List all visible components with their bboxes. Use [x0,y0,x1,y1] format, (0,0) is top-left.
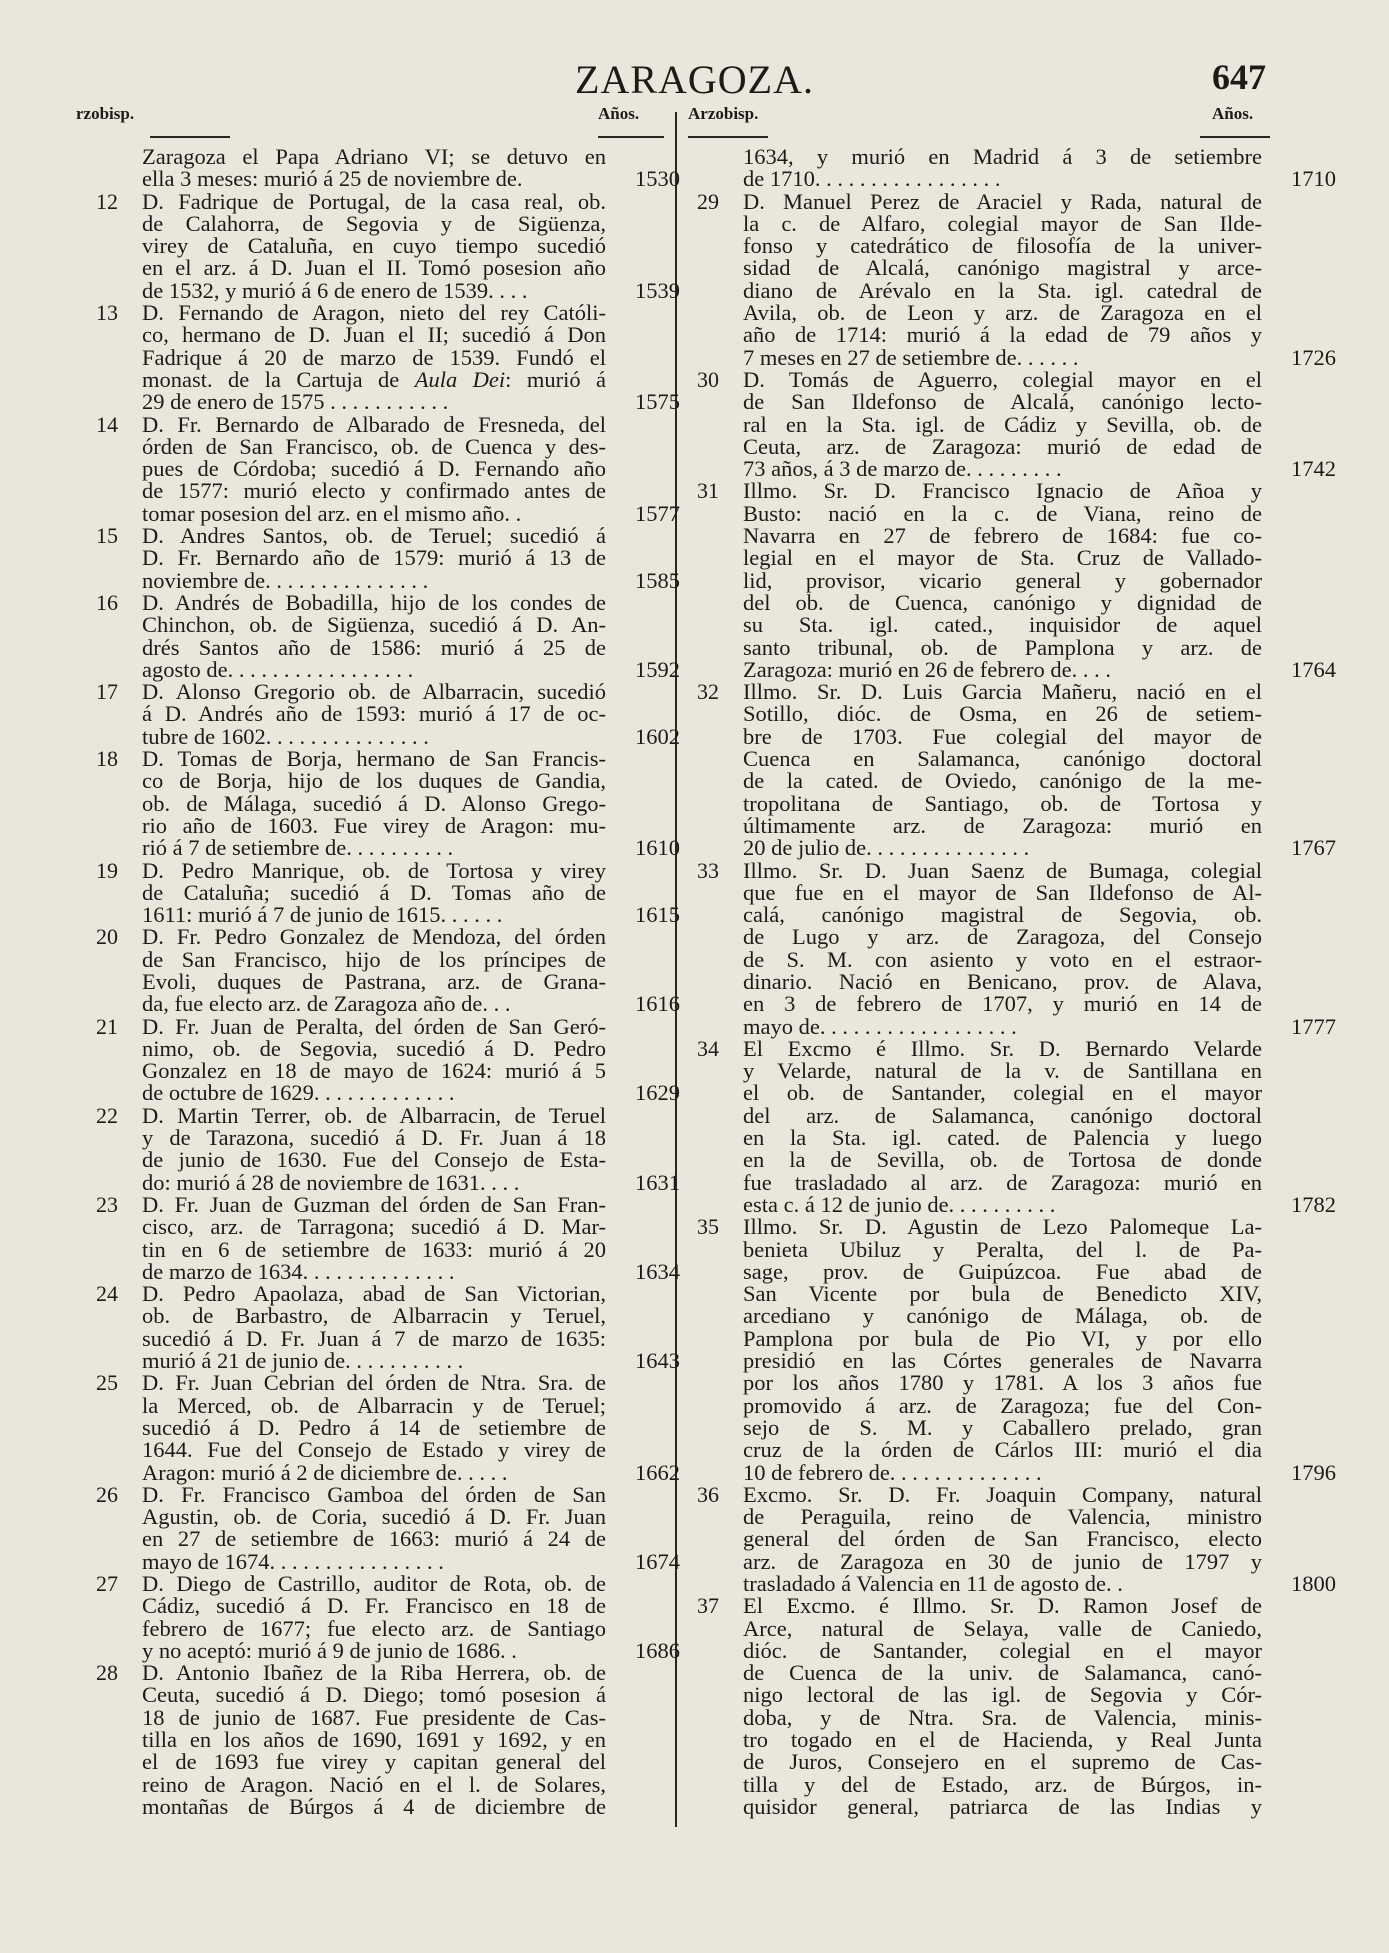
text-line: D. Andrés de Bobadilla, hijo de los condes de [142,589,606,615]
text-line: D. Antonio Ibañez de la Riba Herrera, ob. de [142,1660,606,1686]
text-line: tilla y del de Estado, arz. de Búrgos, in- [743,1771,1262,1797]
list-item [96,523,680,593]
text-line: Ceuta, arz. de Zaragoza: murió de edad de [743,433,1262,459]
text-line: Pamplona por bula de Pio VI, y por ello [743,1325,1262,1351]
text-line: tubre de 1602. . . . . . . . . . . . . . . 1602 [142,723,680,749]
text-line: 1611: murió á 7 de junio de 1615. . . . . . 1615 [142,902,680,928]
entry-number: 15 [96,523,118,549]
text-line: de 1710. . . . . . . . . . . . . . . . . 1710 [743,166,1336,192]
text-line: de junio de 1630. Fue del Consejo de Esta- [142,1147,606,1173]
text-line: Evoli, duques de Pastrana, arz. de Grana- [142,968,606,994]
text-line: Arce, natural de Selaya, valle de Caniedo, [743,1615,1262,1641]
text-line: tilla en los años de 1690, 1691 y 1692, y en [142,1727,606,1753]
text-line: de marzo de 1634. . . . . . . . . . . . . . 1634 [142,1258,680,1284]
list-item [96,1102,680,1195]
text-line: cisco, arz. de Tarragona; sucedió á D. Mar- [142,1214,606,1240]
text-line: ob. de Málaga, sucedió á D. Alonso Grego- [142,790,606,816]
list-item [96,144,680,192]
year: 1577 [635,500,680,526]
page-number: 647 [1212,57,1266,97]
entry-number: 34 [697,1035,719,1061]
text-line: sejo de S. M. y Caballero prelado, gran [743,1414,1262,1440]
text-line: de Peraguila, reino de Valencia, ministro [743,1504,1262,1530]
text-line: de Lugo y arz. de Zaragoza, del Consejo [743,924,1262,950]
text-line: sidad de Alcalá, canónigo magistral y arce- [743,255,1262,281]
text-line: general del órden de San Francisco, electo [743,1526,1262,1552]
list-item [96,746,680,861]
year: 1643 [635,1348,680,1374]
text-line: D. Fr. Juan de Peralta, del órden de San Geró- [142,1013,606,1039]
year: 1615 [635,902,680,928]
text-line: diano de Arévalo en la Sta. igl. catedral de [743,277,1262,303]
text-line: promovido á arz. de Zaragoza; fue del Con- [743,1392,1262,1418]
year: 1796 [1291,1459,1336,1485]
text-line: y de Tarazona, sucedió á D. Fr. Juan á 18 [142,1125,606,1151]
entry-number: 17 [96,679,118,705]
list-item [697,144,1336,192]
list-item [96,589,680,682]
text-line: monast. de la Cartuja de Aula Dei: murió á [142,366,607,392]
text-line: nimo, ob. de Segovia, sucedió á D. Pedro [142,1035,606,1061]
year: 1686 [635,1637,680,1663]
year: 1631 [635,1169,680,1195]
text-line: del ob. de Cuenca, canónigo y dignidad de [743,589,1262,615]
text-line: D. Alonso Gregorio ob. de Albarracin, sucedió [142,679,606,705]
entry-number: 14 [96,411,118,437]
text-line: dióc. de Santander, colegial en el mayor [743,1637,1262,1663]
page-title: ZARAGOZA. [575,57,814,102]
text-line: D. Martin Terrer, ob. de Albarracin, de Teruel [142,1102,606,1128]
year: 1592 [635,656,680,682]
text-line: legial en el mayor de Sta. Cruz de Vallado- [743,545,1262,571]
list-item [96,1370,680,1485]
list-item [697,1214,1336,1485]
year: 1610 [635,835,680,861]
text-line: tropolitana de Santiago, ob. de Tortosa y [743,790,1262,816]
text-line: Fadrique á 20 de marzo de 1539. Fundó el [142,344,606,370]
left-column-label: rzobisp. [76,104,135,123]
text-line: tin en 6 de setiembre de 1633: murió á 20 [142,1236,606,1262]
header-rule [1200,136,1270,138]
text-line: D. Fr. Bernardo de Albarado de Fresneda, del [142,411,606,437]
text-line: D. Manuel Perez de Araciel y Rada, natural de [743,188,1262,214]
text-line: D. Andres Santos, ob. de Teruel; sucedió á [142,523,606,549]
entry-number: 36 [697,1481,719,1507]
year: 1767 [1291,835,1336,861]
text-line: D. Tomas de Borja, hermano de San Francis- [142,746,606,772]
list-item [697,1481,1336,1596]
entry-number: 25 [96,1370,118,1396]
text-line: en la de Sevilla, ob. de Tortosa de donde [743,1147,1262,1173]
text-line: Illmo. Sr. D. Juan Saenz de Bumaga, colegial [743,857,1262,883]
text-line: sage, prov. de Guipúzcoa. Fue abad de [743,1258,1262,1284]
text-line: do: murió á 28 de noviembre de 1631. . . . 1631 [142,1169,680,1195]
year: 1674 [635,1548,680,1574]
text-line: bre de 1703. Fue colegial del mayor de [743,723,1262,749]
text-line: de octubre de 1629. . . . . . . . . . . . . 1629 [142,1080,680,1106]
list-item [96,1191,680,1284]
text-line: de Calahorra, de Segovia y de Sigüenza, [142,210,606,236]
text-line: febrero de 1677; fue electo arz. de Santiago [142,1615,606,1641]
text-line: 73 años, á 3 de marzo de. . . . . . . . . 1742 [743,456,1336,482]
list-item [96,188,680,303]
text-line: últimamente arz. de Zaragoza: murió en [743,812,1262,838]
text-line: drés Santos año de 1586: murió á 25 de [142,634,606,660]
list-item [96,1662,606,1818]
text-line: mayo de. . . . . . . . . . . . . . . . . . 1777 [743,1013,1336,1039]
header-rule [150,136,230,138]
text-line: D. Fr. Juan Cebrian del órden de Ntra. Sra. de [142,1370,606,1396]
left-years-label: Años. [598,104,640,123]
text-line: esta c. á 12 de junio de. . . . . . . . . . 1782 [743,1191,1336,1217]
text-line: pues de Córdoba; sucedió á D. Fernando año [142,456,606,482]
year: 1777 [1291,1013,1336,1039]
year: 1575 [635,389,680,415]
text-line: sucedió á D. Pedro á 14 de setiembre de [142,1414,606,1440]
text-line: D. Tomás de Aguerro, colegial mayor en el [743,366,1262,392]
text-line: Illmo. Sr. D. Agustin de Lezo Palomeque La- [743,1214,1262,1240]
text-line: D. Fadrique de Portugal, de la casa real, ob. [142,188,606,214]
text-line: en la Sta. igl. cated. de Palencia y luego [743,1125,1262,1151]
right-column [697,144,1336,1819]
text-line: y no aceptó: murió á 9 de junio de 1686. . 1686 [142,1637,680,1663]
text-line: Busto: nació en la c. de Viana, reino de [743,500,1262,526]
year: 1602 [635,723,680,749]
text-line: nigo lectoral de las igl. de Segovia y Cór- [743,1682,1262,1708]
text-line: murió á 21 de junio de. . . . . . . . . . . 1643 [142,1348,680,1374]
text-line: dinario. Nació en Benicano, prov. de Alava, [743,968,1262,994]
text-line: 1644. Fue del Consejo de Estado y virey de [142,1437,606,1463]
text-line: arcediano y canónigo de Málaga, ob. de [743,1303,1262,1329]
text-line: á D. Andrés año de 1593: murió á 17 de oc- [142,701,606,727]
text-line: ella 3 meses: murió á 25 de noviembre de. 1530 [142,166,680,192]
year: 1800 [1291,1571,1336,1596]
entry-number: 28 [96,1660,118,1686]
left-column [96,144,680,1819]
year: 1585 [635,567,680,593]
list-item [96,411,680,526]
text-line: de la cated. de Oviedo, canónigo de la me- [743,768,1262,794]
entry-number: 22 [96,1102,118,1128]
entry-number: 12 [96,188,118,214]
list-item [96,857,680,928]
text-line: arz. de Zaragoza en 30 de junio de 1797 y [743,1548,1262,1574]
text-line: D. Pedro Apaolaza, abad de San Victorian, [142,1281,606,1307]
text-line: Cádiz, sucedió á D. Fr. Francisco en 18 de [142,1593,606,1619]
right-column-label: Arzobisp. [688,104,759,123]
text-line: virey de Cataluña, en cuyo tiempo sucedió [142,233,606,259]
text-line: D. Fr. Bernardo año de 1579: murió á 13 de [142,545,606,571]
text-line: D. Pedro Manrique, ob. de Tortosa y virey [142,857,606,883]
list-item [697,1035,1336,1217]
text-line: 20 de julio de. . . . . . . . . . . . . . . 1767 [743,835,1336,861]
text-line: Agustin, ob. de Coria, sucedió á D. Fr. Juan [142,1504,606,1530]
text-line: en el arz. á D. Juan el II. Tomó posesion año [142,255,606,281]
year: 1782 [1291,1191,1336,1217]
text-line: órden de San Francisco, ob. de Cuenca y des- [142,433,606,459]
text-line: doba, y de Ntra. Sra. de Valencia, minis- [743,1704,1262,1730]
text-line: da, fue electo arz. de Zaragoza año de. . . 1616 [142,991,680,1017]
list-item [96,924,680,1017]
list-item [96,1571,680,1663]
text-line: D. Fr. Francisco Gamboa del órden de San [142,1481,606,1507]
text-line: co de Borja, hijo de los duques de Gandia, [142,768,606,794]
text-line: Avila, ob. de Leon y arz. de Zaragoza en el [743,300,1262,326]
entry-number: 30 [697,366,719,392]
text-line: D. Fr. Pedro Gonzalez de Mendoza, del órden [142,924,606,950]
text-line: Ceuta, sucedió á D. Diego; tomó posesion á [142,1682,606,1708]
text-line: de 1532, y murió á 6 de enero de 1539. . . . 1539 [142,277,680,303]
text-line: Cuenca en Salamanca, canónigo doctoral [743,746,1262,772]
entry-number: 33 [697,857,719,883]
text-line: rió á 7 de setiembre de. . . . . . . . . . 1610 [142,835,680,861]
text-line: de Cataluña; sucedió á D. Tomas año de [142,879,606,905]
text-line: benieta Ubiluz y Peralta, del l. de Pa- [743,1236,1262,1262]
text-line: D. Diego de Castrillo, auditor de Rota, ob. de [142,1571,606,1596]
text-line: quisidor general, patriarca de las Indias y [743,1793,1262,1819]
text-line: mayo de 1674. . . . . . . . . . . . . . . . 1674 [142,1548,680,1574]
text-line: tro togado en el de Hacienda, y Real Junta [743,1727,1262,1753]
text-line: Chinchon, ob. de Sigüenza, sucedió á D. An- [142,612,606,638]
text-line: Zaragoza el Papa Adriano VI; se detuvo en [142,144,606,169]
text-line: rio año de 1603. Fue virey de Aragon: mu- [142,812,606,838]
header-rule [598,136,664,138]
text-line: ob. de Barbastro, de Albarracin y Teruel, [142,1303,606,1329]
text-line: santo tribunal, ob. de Pamplona y arz. de [743,634,1262,660]
text-line: sucedió á D. Fr. Juan á 7 de marzo de 1635: [142,1325,606,1351]
text-line: presidió en las Córtes generales de Navarra [743,1348,1262,1374]
entry-number: 27 [96,1571,118,1596]
text-line: fue trasladado al arz. de Zaragoza: murió en [743,1169,1262,1195]
text-line: de Cuenca de la univ. de Salamanca, canó- [743,1660,1262,1686]
text-line: su Sta. igl. cated., inquisidor de aquel [743,612,1262,638]
text-line: D. Fernando de Aragon, nieto del rey Católi- [142,300,606,326]
year: 1539 [635,277,680,303]
list-item [697,1595,1262,1818]
text-line: ral en la Sta. igl. de Cádiz y Sevilla, ob. de [743,411,1262,437]
year: 1662 [635,1459,680,1485]
text-line: del arz. de Salamanca, canónigo doctoral [743,1102,1262,1128]
entry-number: 35 [697,1214,719,1240]
text-line: y Velarde, natural de la v. de Santillana en [743,1058,1262,1084]
list-item [96,1013,680,1106]
text-line: 29 de enero de 1575 . . . . . . . . . . . 1575 [142,389,680,415]
text-line: fonso y catedrático de filosofía de la univer- [743,233,1262,259]
text-line: tomar posesion del arz. en el mismo año. . 1577 [142,500,680,526]
text-line: noviembre de. . . . . . . . . . . . . . . 1585 [142,567,680,593]
text-line: Excmo. Sr. D. Fr. Joaquin Company, natural [743,1481,1262,1507]
text-line: Navarra en 27 de febrero de 1684: fue co- [743,523,1262,549]
text-line: 10 de febrero de. . . . . . . . . . . . . . 1796 [743,1459,1336,1485]
text-line: agosto de. . . . . . . . . . . . . . . . . 1592 [142,656,680,682]
text-line: El Excmo. é Illmo. Sr. D. Ramon Josef de [743,1593,1262,1619]
list-item [96,300,680,415]
entry-number: 31 [697,478,719,504]
year: 1634 [635,1258,680,1284]
list-item [96,1481,680,1574]
entry-number: 18 [96,746,118,772]
text-line: trasladado á Valencia en 11 de agosto de. . 1800 [743,1571,1336,1596]
text-line: San Vicente por bula de Benedicto XIV, [743,1281,1262,1307]
list-item [697,366,1336,482]
list-item [697,188,1336,370]
text-line: el de 1693 fue virey y capitan general del [142,1749,606,1775]
text-line: el ob. de Santander, colegial en el mayor [743,1080,1262,1106]
year: 1710 [1291,166,1336,192]
text-line: montañas de Búrgos á 4 de diciembre de [142,1793,606,1819]
list-item [697,478,1336,682]
text-line: lid, provisor, vicario general y gobernador [743,567,1262,593]
text-line: de 1577: murió electo y confirmado antes de [142,478,606,504]
text-line: año de 1714: murió á la edad de 79 años y [743,322,1262,348]
text-line: Gonzalez en 18 de mayo de 1624: murió á 5 [142,1058,606,1084]
text-line: co, hermano de D. Juan el II; sucedió á Don [142,322,606,348]
list-item [697,679,1336,861]
entry-number: 26 [96,1481,118,1507]
text-line: Sotillo, dióc. de Osma, en 26 de setiem- [743,701,1262,727]
text-line: Illmo. Sr. D. Francisco Ignacio de Añoa y [743,478,1262,504]
list-item [697,857,1336,1039]
text-line: Illmo. Sr. D. Luis Garcia Mañeru, nació en el [743,679,1262,705]
text-line: de Juros, Consejero en el supremo de Cas- [743,1749,1262,1775]
right-years-label: Años. [1212,104,1254,123]
text-line: de S. M. con asiento y voto en el estraor- [743,946,1262,972]
entry-number: 21 [96,1013,118,1039]
header-rule [688,136,768,138]
entry-number: 16 [96,589,118,615]
text-line: de San Ildefonso de Alcalá, canónigo lecto- [743,389,1262,415]
text-line: 1634, y murió en Madrid á 3 de setiembre [743,144,1262,169]
italic-title: Aula Dei [414,366,506,392]
entry-number: 24 [96,1281,118,1307]
text-line: reino de Aragon. Nació en el l. de Solares, [142,1771,606,1797]
year: 1629 [635,1080,680,1106]
text-line: 7 meses en 27 de setiembre de. . . . . . 1726 [743,344,1336,370]
text-line: en 27 de setiembre de 1663: murió á 24 de [142,1526,606,1552]
year: 1742 [1291,456,1336,482]
entry-number: 37 [697,1593,719,1619]
entry-number: 13 [96,300,118,326]
entry-number: 19 [96,857,118,883]
text-line: calá, canónigo magistral de Segovia, ob. [743,902,1262,928]
text-line: de San Francisco, hijo de los príncipes de [142,946,606,972]
text-line: la c. de Alfaro, colegial mayor de San Ilde- [743,210,1262,236]
entry-number: 23 [96,1191,118,1217]
year: 1530 [635,166,680,192]
entry-number: 32 [697,679,719,705]
entry-number: 20 [96,924,118,950]
text-line: D. Fr. Juan de Guzman del órden de San Fran- [142,1191,606,1217]
entry-number: 29 [697,188,719,214]
text-line: 18 de junio de 1687. Fue presidente de Cas- [142,1704,606,1730]
text-line: por los años 1780 y 1781. A los 3 años fue [743,1370,1262,1396]
text-line: Aragon: murió á 2 de diciembre de. . . . . 1662 [142,1459,680,1485]
list-item [96,1281,680,1374]
text-line: El Excmo é Illmo. Sr. D. Bernardo Velarde [743,1035,1262,1061]
text-line: en 3 de febrero de 1707, y murió en 14 de [743,991,1262,1017]
year: 1726 [1291,344,1336,370]
year: 1764 [1291,656,1336,682]
year: 1616 [635,991,680,1017]
text-line: la Merced, ob. de Albarracin y de Teruel; [142,1392,606,1418]
text-line: Zaragoza: murió en 26 de febrero de. . . . 1764 [743,656,1336,682]
text-line: cruz de la órden de Cárlos III: murió el dia [743,1437,1262,1463]
text-line: que fue en el mayor de San Ildefonso de Al- [743,879,1262,905]
list-item [96,679,680,749]
